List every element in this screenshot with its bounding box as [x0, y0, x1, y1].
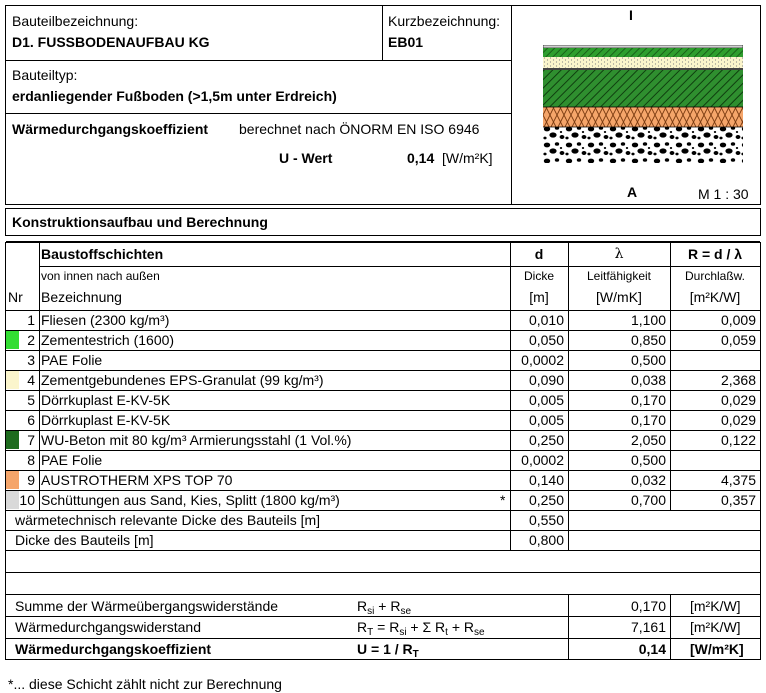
- row-d: 0,0002: [521, 452, 564, 468]
- row-d: 0,050: [528, 332, 564, 348]
- row-nr: 5: [27, 392, 35, 408]
- col-d-header: d: [534, 246, 544, 262]
- unit-d: [m]: [529, 289, 549, 305]
- row-lambda: 0,700: [630, 492, 666, 508]
- sum-label: Summe der Wärmeübergangswiderstände: [15, 598, 279, 614]
- u-value: 0,14: [407, 150, 435, 166]
- layer-grid: [5, 242, 761, 660]
- layer-membrane: [543, 68, 743, 70]
- sub-d: Dicke: [523, 269, 554, 283]
- sum-value: 0,170: [630, 598, 666, 614]
- u-row-label: Wärmedurchgangskoeffizient: [15, 641, 212, 657]
- row-r: 2,368: [720, 372, 756, 388]
- row-name: Zementgebundenes EPS-Granulat (99 kg/m³): [41, 372, 324, 388]
- layer-tiles: [543, 45, 743, 48]
- sub-r: Durchlaßw.: [684, 269, 746, 283]
- row-name: Zementestrich (1600): [41, 332, 175, 348]
- total-thickness-value: 0,800: [528, 532, 564, 548]
- bauteiltyp-label: Bauteiltyp:: [12, 67, 78, 83]
- col-lambda-header: λ: [614, 246, 624, 262]
- bauteilbezeichnung-value: D1. FUSSBODENAUFBAU KG: [12, 34, 210, 50]
- bauteilbezeichnung-label: Bauteilbezeichnung:: [12, 13, 139, 29]
- row-r: 0,357: [720, 492, 756, 508]
- row-r: 0,029: [720, 392, 756, 408]
- row-flag: *: [500, 492, 506, 508]
- row-name: AUSTROTHERM XPS TOP 70: [41, 472, 233, 488]
- row-nr: 10: [19, 492, 35, 508]
- row-nr: 6: [27, 412, 35, 428]
- layer-gravel: [543, 127, 743, 163]
- row-d: 0,250: [528, 492, 564, 508]
- h-name: Bezeichnung: [41, 289, 122, 305]
- row-nr: 3: [27, 352, 35, 368]
- diagram-outside-label: A: [627, 184, 638, 200]
- row-nr: 7: [27, 432, 35, 448]
- unit-r: [m²K/W]: [689, 289, 741, 305]
- direction-note: von innen nach außen: [41, 269, 160, 283]
- total-thickness-label: Dicke des Bauteils [m]: [15, 532, 154, 548]
- row-nr: 1: [27, 312, 35, 328]
- layer-xps: [543, 107, 743, 127]
- row-r: 0,059: [720, 332, 756, 348]
- row-nr: 9: [27, 472, 35, 488]
- rt-label: Wärmedurchgangswiderstand: [15, 619, 201, 635]
- rt-formula: $R_T = R_{si} + \Sigma$ $R_t + R_{se}$: [357, 619, 485, 637]
- row-d: 0,005: [528, 392, 564, 408]
- unit-lambda: [W/mK]: [596, 289, 642, 305]
- row-r: 0,122: [720, 432, 756, 448]
- rt-value: 7,161: [630, 619, 666, 635]
- row-lambda: 2,050: [630, 432, 666, 448]
- row-nr: 2: [27, 332, 35, 348]
- row-name: PAE Folie: [41, 452, 103, 468]
- row-lambda: 1,100: [630, 312, 666, 328]
- row-name: Dörrkuplast E-KV-5K: [41, 412, 171, 428]
- row-lambda: 0,850: [630, 332, 666, 348]
- row-lambda: 0,170: [630, 412, 666, 428]
- relevant-thickness-label: wärmetechnisch relevante Dicke des Bauteils [m]: [15, 512, 321, 528]
- col-name-header: Baustoffschichten: [41, 246, 164, 262]
- row-name: Fliesen (2300 kg/m³): [41, 312, 170, 328]
- table-section-title-row: [6, 209, 760, 235]
- row-d: 0,090: [528, 372, 564, 388]
- row-name: WU-Beton mit 80 kg/m³ Armierungsstahl (1 Vol.%): [41, 432, 352, 448]
- diagram-inside-label: I: [629, 7, 633, 23]
- kurzbezeichnung-value: EB01: [388, 34, 424, 50]
- row-d: 0,140: [528, 472, 564, 488]
- row-lambda: 0,500: [630, 452, 666, 468]
- row-name: Dörrkuplast E-KV-5K: [41, 392, 171, 408]
- wdk-norm: berechnet nach ÖNORM EN ISO 6946: [239, 121, 480, 137]
- layer-diagram: [543, 45, 743, 163]
- row-nr: 4: [27, 372, 35, 388]
- kurzbezeichnung-label: Kurzbezeichnung:: [388, 13, 501, 29]
- relevant-thickness-value: 0,550: [528, 512, 564, 528]
- u-unit: [W/m²K]: [442, 150, 493, 166]
- row-name: PAE Folie: [41, 352, 103, 368]
- row-lambda: 0,170: [630, 392, 666, 408]
- sum-unit: [m²K/W]: [690, 598, 741, 614]
- row-r: 0,009: [720, 312, 756, 328]
- row-lambda: 0,038: [630, 372, 666, 388]
- layer-eps-granulat: [543, 57, 743, 68]
- row-d: 0,010: [528, 312, 564, 328]
- layer-concrete: [543, 70, 743, 107]
- u-label: U - Wert: [279, 150, 333, 166]
- u-formula: $U = 1 / R_T$: [357, 641, 419, 659]
- construction-table: [5, 208, 761, 236]
- row-name: Schüttungen aus Sand, Kies, Splitt (1800 kg/m³): [41, 492, 340, 508]
- rt-unit: [m²K/W]: [690, 619, 741, 635]
- row-lambda: 0,032: [630, 472, 666, 488]
- row-lambda: 0,500: [630, 352, 666, 368]
- footnote: *... diese Schicht zählt nicht zur Berechnung: [8, 676, 282, 692]
- row-nr: 8: [27, 452, 35, 468]
- u-row-unit: [W/m²K]: [690, 641, 744, 657]
- h-nr: Nr: [8, 289, 23, 305]
- u-row-value: 0,14: [638, 641, 666, 657]
- row-d: 0,0002: [521, 352, 564, 368]
- sub-lambda: Leitfähigkeit: [586, 269, 652, 283]
- sum-formula: $R_{si} + R_{se}$: [357, 598, 411, 616]
- wdk-label: Wärmedurchgangskoeffizient: [12, 121, 209, 137]
- row-r: 4,375: [720, 472, 756, 488]
- col-r-header: R = d / λ: [687, 246, 743, 262]
- row-r: 0,029: [720, 412, 756, 428]
- row-d: 0,250: [528, 432, 564, 448]
- section-title: Konstruktionsaufbau und Berechnung: [12, 214, 268, 230]
- bauteiltyp-value: erdanliegender Fußboden (>1,5m unter Erdreich): [12, 88, 337, 104]
- layer-screed: [543, 48, 743, 57]
- row-d: 0,005: [528, 412, 564, 428]
- diagram-scale: M 1 : 30: [698, 186, 749, 202]
